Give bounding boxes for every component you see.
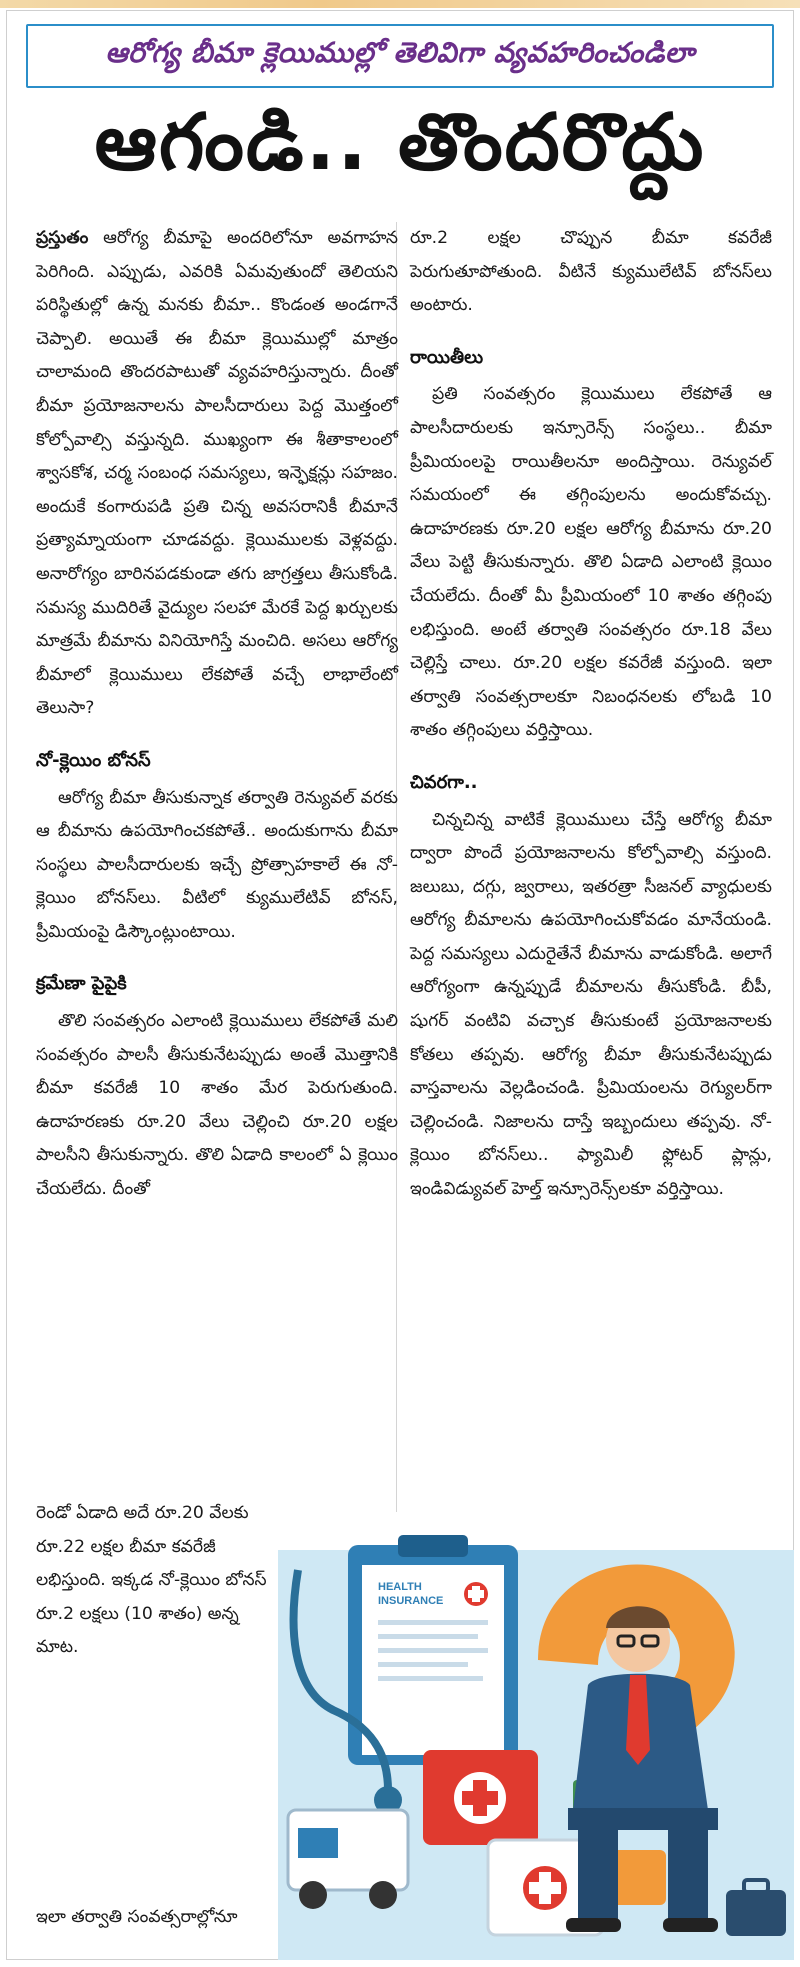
final-paragraph: చిన్నచిన్న వాటికే క్లెయిములు చేస్తే ఆరోగ్య బీమా ద్వారా పొందే ప్రయోజనాలను కోల్పోవాల్సి వస్తుంది. జలుబు, దగ్గు, జ్వరాలు, ఇతరత్రా సీజనల్ వ్యాధులకు ఆరోగ్య బీమాలను ఉపయోగించుకోవడం మానేయండి. పెద్ద సమస్యలు ఎదురైతేనే బీమాను వాడుకోండి. అలాగే ఆరోగ్యంగా ఉన్నప్పుడే బీమాలను తీసుకోండి. బీపీ, షుగర్ వంటివి వచ్చాక తీసుకుంటే ప్రయోజనాలకు కోతలు తప్పవు. ఆరోగ్య బీమా తీసుకునేటప్పుడు వాస్తవాలను వెల్లడించండి. ప్రీమియంలను రెగ్యులర్‌గా చెల్లించండి. నిజాలను దాస్తే ఇబ్బందులు తప్పవు. నో-క్లెయిం బోనస్‌లు.. ఫ్యామిలీ ఫ్లోటర్ ప్లాన్లు, ఇండివిడ్యువల్ హెల్త్ ఇన్సూరెన్స్‌లకూ వర్తిస్తాయి. xyxy=(410,809,772,1200)
last-line-text: ఇలా తర్వాతి సంవత్సరాల్లోనూ xyxy=(36,1907,238,1927)
briefcase-icon xyxy=(726,1890,786,1936)
discount-heading: రాయితీలు xyxy=(410,346,484,368)
kicker-banner xyxy=(26,24,774,88)
discount-paragraph: ప్రతి సంవత్సరం క్లెయిములు లేకపోతే ఆ పాలసీదారులకు ఇన్సూరెన్స్ సంస్థలు.. బీమా ప్రీమియంలపై రాయితీలనూ అందిస్తాయి. రెన్యువల్ సమయంలో ఈ తగ్గింపులను అందుకోవచ్చు. ఉదాహరణకు రూ.20 లక్షల ఆరోగ్య బీమాను రూ.20 వేలు పెట్టి తీసుకున్నారు. తొలి ఏడాది ఎలాంటి క్లెయిం చేయలేదు. దీంతో మీ ప్రీమియంలో 10 శాతం తగ్గింపు లభిస్తుంది. అంటే తర్వాతి సంవత్సరం రూ.18 వేలు చెల్లిస్తే చాలు. రూ.20 లక్షల కవరేజీ వస్తుంది. ఇలా తర్వాతి సంవత్సరాలకూ నిబంధనలకు లోబడి 10 శాతం తగ్గింపులు వర్తిస్తాయి. xyxy=(410,384,772,741)
clipboard-clip xyxy=(398,1535,468,1557)
gradual-paragraph: తొలి సంవత్సరం ఎలాంటి క్లెయిములు లేకపోతే మలి సంవత్సరం పాలసీ తీసుకునేటప్పుడు అంతే మొత్తానికి బీమా కవరేజీ 10 శాతం మేర పెరుగుతుంది. ఉదాహరణకు రూ.20 వేలు చెల్లించి రూ.20 లక్షల పాలసీని తీసుకున్నారు. తొలి ఏడాది కాలంలో ఏ క్లెయిం చేయలేదు. దీంతో xyxy=(36,1011,398,1200)
narrow-wrap-text: రెండో ఏడాది అదే రూ.20 వేలకు రూ.22 లక్షల బీమా కవరేజీ లభిస్తుంది. ఇక్కడ నో-క్లెయిం బోనస్ రూ.2 లక్షలు (10 శాతం) అన్న మాట. xyxy=(36,1503,267,1658)
intro-paragraph xyxy=(36,222,398,726)
headline xyxy=(20,97,780,200)
noclaim-paragraph: ఆరోగ్య బీమా తీసుకున్నాక తర్వాతి రెన్యువల్ వరకు ఆ బీమాను ఉపయోగించకపోతే.. అందుకుగాను బీమా సంస్థలు పాలసీదారులకు ఇచ్చే ప్రోత్సాహకాలే ఈ నో-క్లెయిం బోనస్‌లు. వీటిలో క్యుములేటివ్ బోనస్, ప్రీమియంపై డిస్కౌంట్లుంటాయి. xyxy=(36,787,398,942)
clipboard-title-line1: HEALTH xyxy=(378,1581,422,1593)
noclaim-heading: నో-క్లెయిం బోనస్ xyxy=(36,749,151,771)
headline-text: ఆగండి.. తొందరొద్దు xyxy=(94,97,706,188)
left-column xyxy=(36,222,398,1225)
illustration-svg xyxy=(238,1510,794,1960)
final-heading: చివరగా.. xyxy=(410,771,478,793)
top-decorative-strip xyxy=(0,0,800,8)
right-column xyxy=(410,222,772,1225)
kicker-text: ఆరోగ్య బీమా క్లెయిముల్లో తెలివిగా వ్యవహరించండిలా xyxy=(105,36,695,69)
intro-text: ఆరోగ్య బీమాపై అందరిలోనూ అవగాహన పెరిగింది. ఎప్పుడు, ఎవరికి ఏమవుతుందో తెలియని పరిస్థితుల్లో ఉన్న మనకు బీమా.. కొండంత అండగానే చెప్పాలి. అయితే ఈ బీమా క్లెయిముల్లో మాత్రం చాలామంది తొందరపాటుతో వ్యవహరిస్తున్నారు. దీంతో బీమా ప్రయోజనాలను పాలసీదారులు పెద్ద మొత్తంలో కోల్పోవాల్సి వస్తున్నది. ముఖ్యంగా ఈ శీతాకాలంలో శ్వాసకోశ, చర్మ సంబంధ సమస్యలు, ఇన్ఫెక్షన్లు సహజం. అందుకే కంగారుపడి ప్రతి చిన్న అవసరానికీ బీమానే ప్రత్యామ్నాయంగా చూడవద్దు. క్లెయిములకు వెళ్లవద్దు. అనారోగ్యం బారినపడకుండా తగు జాగ్రత్తలు తీసుకోండి. సమస్య ముదిరితే వైద్యుల సలహా మేరకే పెద్ద ఖర్చులకు మాత్రమే బీమాను వినియోగిస్తే మంచిది. అసలు ఆరోగ్య బీమాలో క్లెయిములు లేకపోతే వచ్చే లాభాలేంటో తెలుసా? xyxy=(36,228,398,719)
clipboard-title-line2: INSURANCE xyxy=(378,1595,444,1607)
gradual-heading: క్రమేణా పైపైకి xyxy=(36,973,127,995)
continuation-paragraph: రూ.2 లక్షల చొప్పున బీమా కవరేజీ పెరుగుతూపోతుంది. వీటినే క్యుములేటివ్ బోనస్‌లు అంటారు. xyxy=(410,228,772,316)
insurance-illustration xyxy=(238,1510,794,1960)
intro-lead-word: ప్రస్తుతం xyxy=(36,228,89,248)
